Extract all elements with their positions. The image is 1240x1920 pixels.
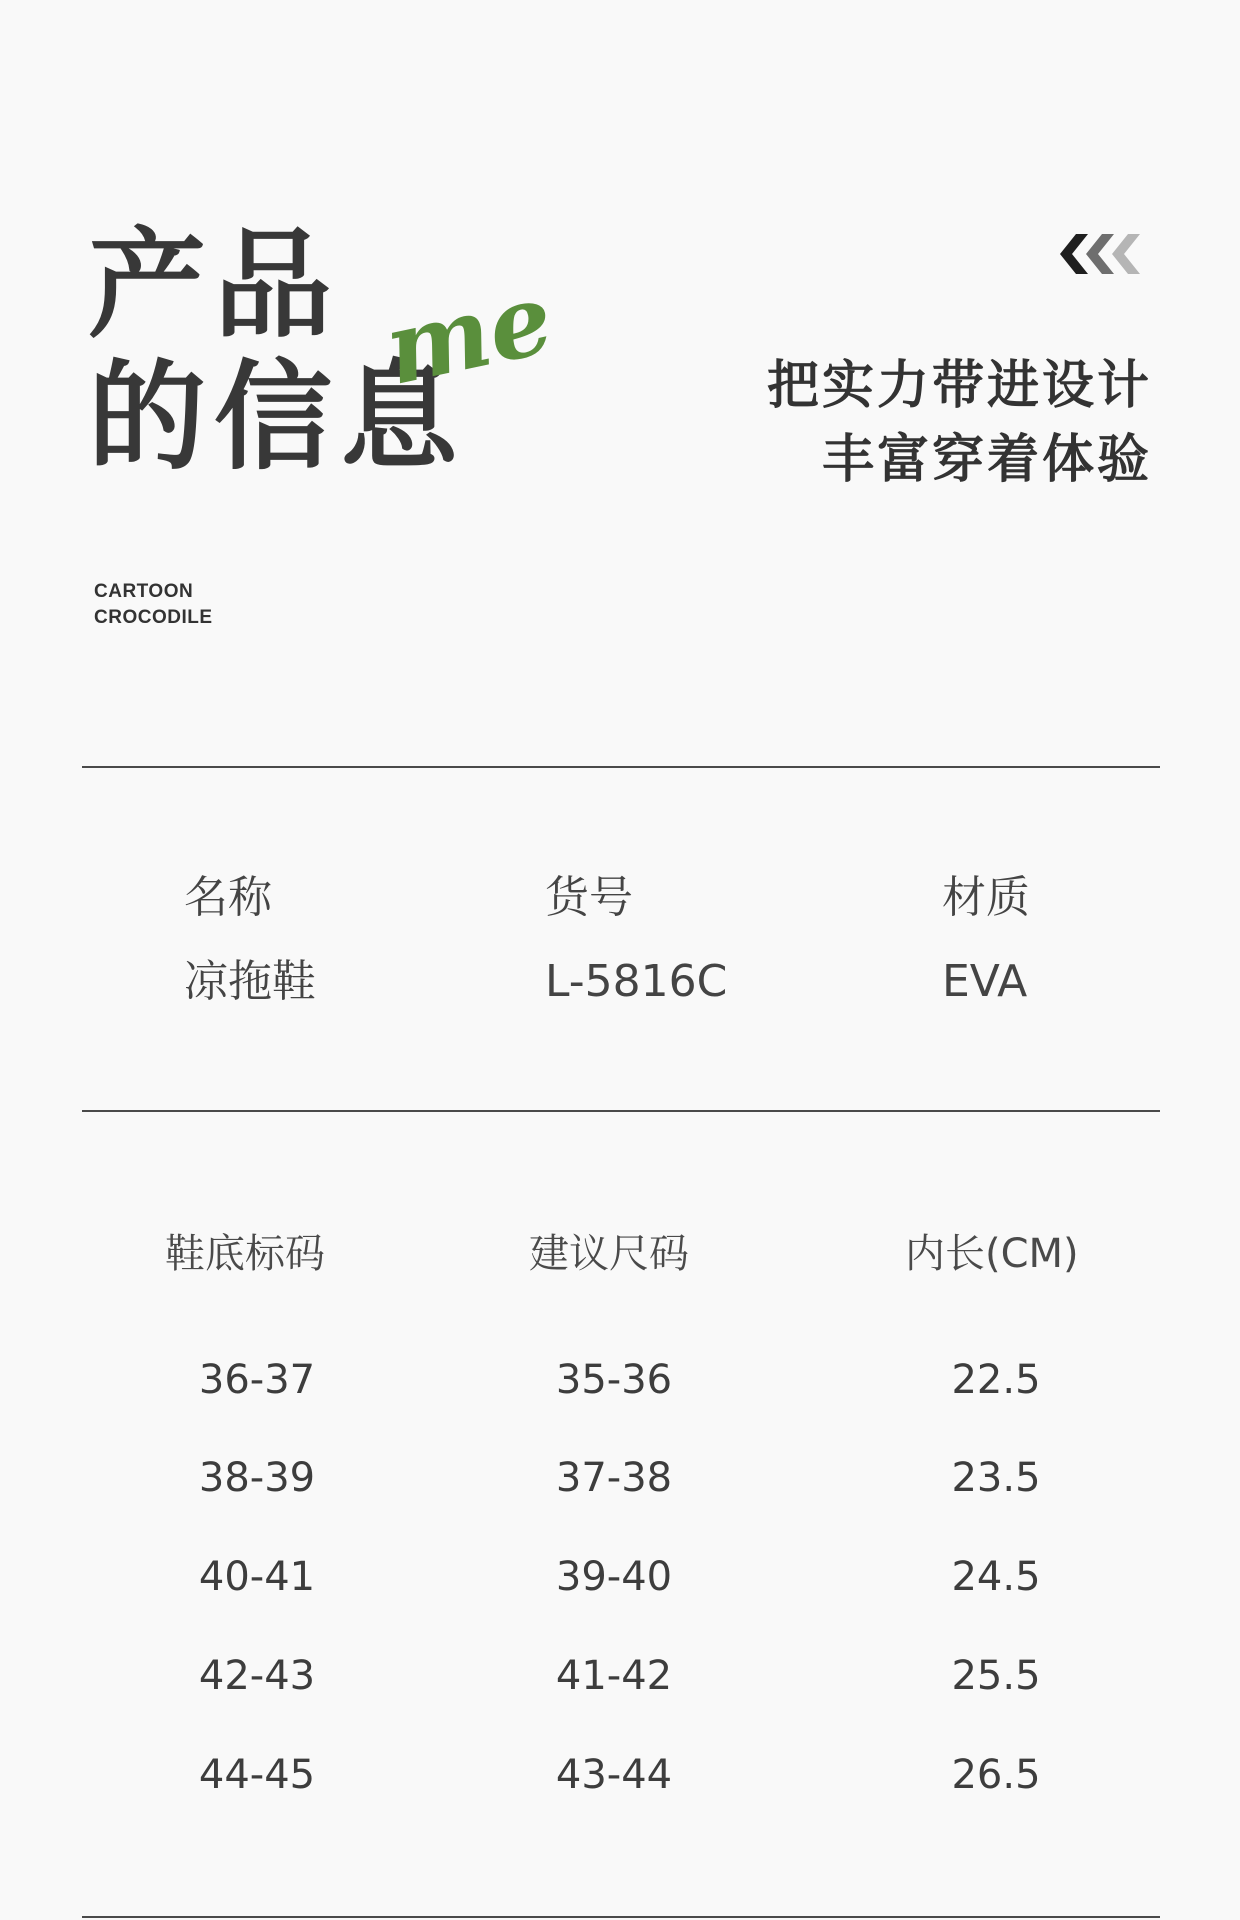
- table-row: [0, 1653, 1240, 1716]
- info-value-code: L-5816C: [545, 956, 728, 1007]
- info-header-code: 货号: [545, 872, 633, 923]
- slogan-line-2: 丰富穿着体验: [821, 430, 1152, 490]
- info-value-material: EVA: [942, 956, 1028, 1007]
- table-cell-suggested: 41-42: [555, 1653, 673, 1699]
- brand-line-1: CARTOON: [94, 581, 194, 602]
- table-cell-sole: 38-39: [198, 1455, 316, 1501]
- table-row: [0, 1752, 1240, 1815]
- divider-bottom: [82, 1916, 1160, 1918]
- script-accent: me: [375, 260, 563, 408]
- triple-chevron-left-icon: [1056, 230, 1156, 278]
- table-cell-sole: 42-43: [198, 1653, 316, 1699]
- table-cell-suggested: 35-36: [555, 1357, 673, 1403]
- brand-line-2: CROCODILE: [94, 607, 213, 628]
- slogan-line-1: 把实力带进设计: [766, 356, 1152, 416]
- table-row: [0, 1455, 1240, 1518]
- size-header-sole: 鞋底标码: [165, 1231, 325, 1277]
- divider-middle: [82, 1110, 1160, 1112]
- divider-top: [82, 766, 1160, 768]
- table-cell-sole: 44-45: [198, 1752, 316, 1798]
- page-title-line-2: 的信息: [88, 348, 467, 486]
- table-cell-length: 22.5: [951, 1357, 1041, 1403]
- page-title-line-1: 产品: [88, 216, 341, 354]
- table-cell-suggested: 37-38: [555, 1455, 673, 1501]
- size-header-suggested: 建议尺码: [529, 1231, 689, 1277]
- table-cell-suggested: 39-40: [555, 1554, 673, 1600]
- table-cell-length: 23.5: [951, 1455, 1041, 1501]
- table-row: [0, 1357, 1240, 1420]
- table-row: [0, 1554, 1240, 1617]
- table-cell-suggested: 43-44: [555, 1752, 673, 1798]
- table-cell-sole: 36-37: [198, 1357, 316, 1403]
- info-header-material: 材质: [942, 872, 1030, 923]
- info-header-name: 名称: [184, 872, 272, 923]
- table-cell-length: 24.5: [951, 1554, 1041, 1600]
- table-cell-length: 25.5: [951, 1653, 1041, 1699]
- table-cell-length: 26.5: [951, 1752, 1041, 1798]
- size-header-length: 内长(CM): [905, 1231, 1079, 1277]
- table-cell-sole: 40-41: [198, 1554, 316, 1600]
- info-value-name: 凉拖鞋: [184, 956, 316, 1007]
